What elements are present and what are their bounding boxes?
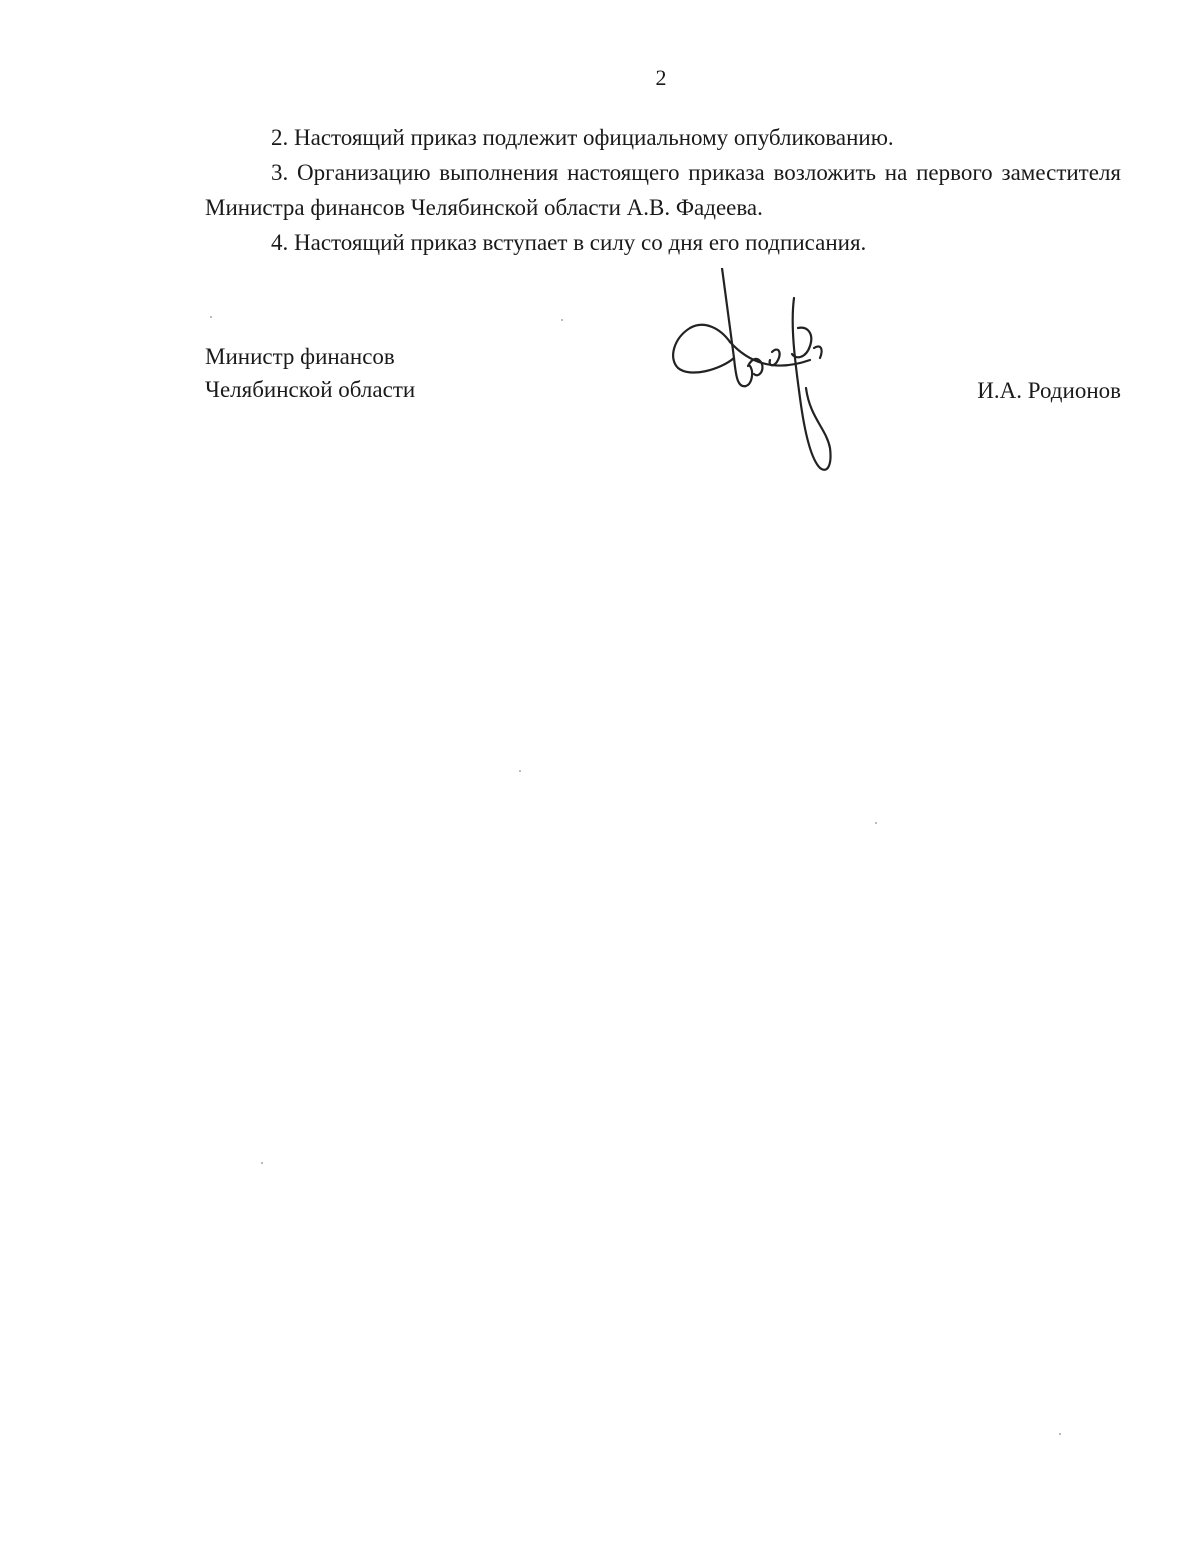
scan-speck xyxy=(875,822,877,824)
paragraph-4: 4. Настоящий приказ вступает в силу со дня его подписания. xyxy=(271,230,867,255)
paragraph-3: 3. Организацию выполнения настоящего приказа возложить на первого заместителя Министра финансов Челябинской области А.В. Фадеева. xyxy=(205,160,1121,220)
signature-block xyxy=(205,338,1121,488)
signer-title-line-1: Министр финансов xyxy=(205,344,395,369)
scan-speck xyxy=(210,316,212,318)
scan-speck xyxy=(261,1162,263,1164)
signer-title-line-2: Челябинской области xyxy=(205,377,416,402)
scan-speck xyxy=(561,319,563,321)
signer-name: И.А. Родионов xyxy=(977,378,1121,403)
document-body xyxy=(205,120,1121,260)
page-number: 2 xyxy=(655,65,667,90)
scan-speck xyxy=(519,770,521,772)
paragraph-2: 2. Настоящий приказ подлежит официальному опубликованию. xyxy=(271,125,894,150)
handwritten-signature xyxy=(660,268,840,478)
scan-speck xyxy=(1059,1433,1061,1435)
signer-title xyxy=(205,340,415,406)
